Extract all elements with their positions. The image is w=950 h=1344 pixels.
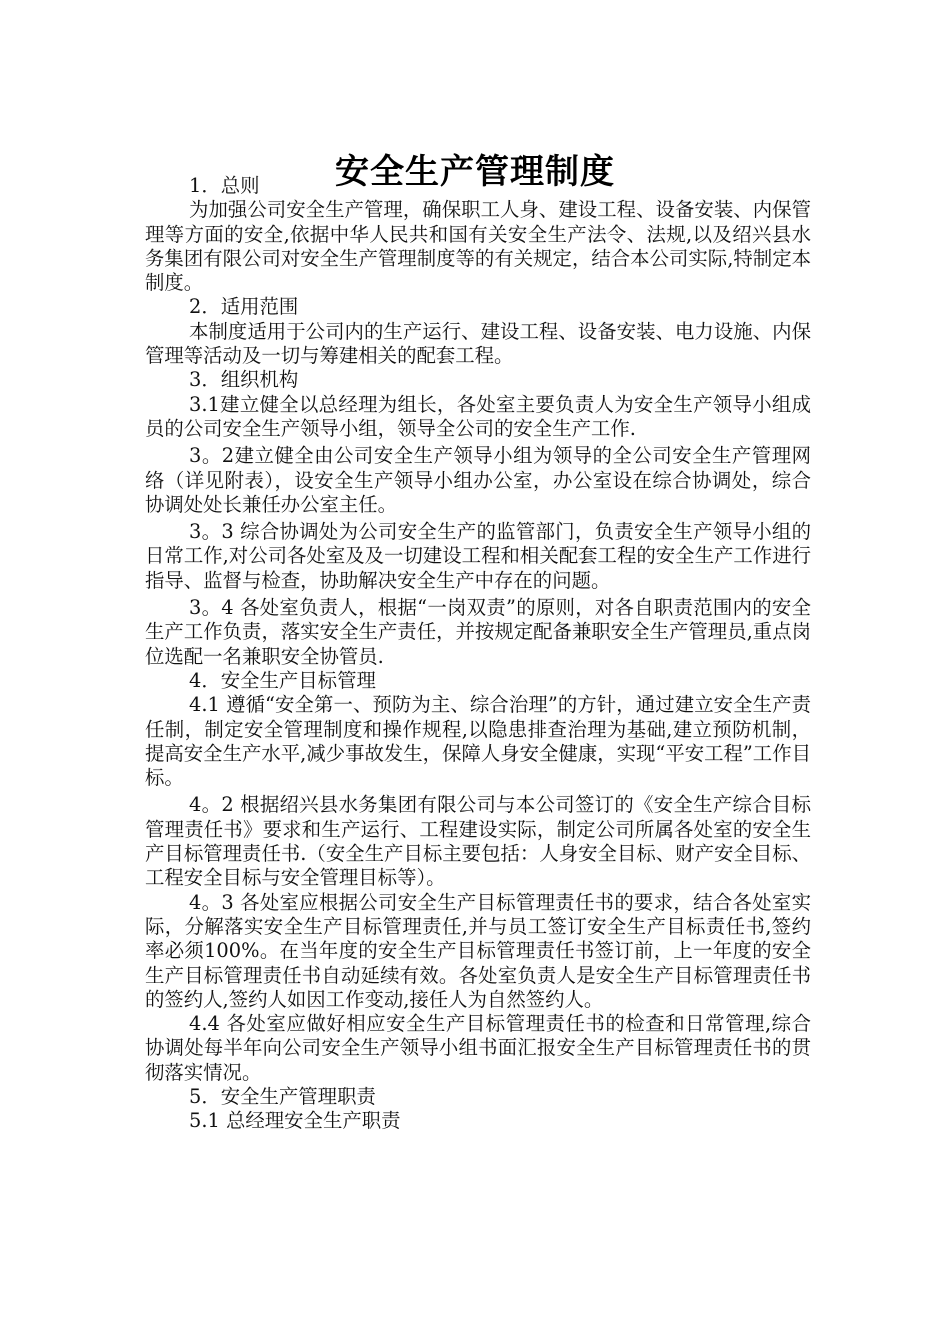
paragraph-5-1: 5.1 总经理安全生产职责 bbox=[189, 1109, 401, 1133]
document-title: 安全生产管理制度 bbox=[335, 151, 615, 192]
paragraph-3-2: 3。2建立健全由公司安全生产领导小组为领导的全公司安全生产管理网络（详见附表），设安全生产领导小组办公室，办公室设在综合协调处，综合协调处处长兼任办公室主任。 bbox=[145, 444, 811, 516]
section-heading-organization: 3．组织机构 bbox=[189, 368, 299, 392]
paragraph-4-3: 4。3 各处室应根据公司安全生产目标管理责任书的要求，结合各处室实际，分解落实安全生产目标管理责任,并与员工签订安全生产目标责任书,签约率必须100%。在当年度的安全生产目标管理责任书签订前，上一年度的安全生产目标管理责任书自动延续有效。各处室负责人是安全生产目标管理责任书的签约人,签约人如因工作变动,接任人为自然签约人。 bbox=[145, 890, 811, 1011]
paragraph-4-4: 4.4 各处室应做好相应安全生产目标管理责任书的检查和日常管理,综合协调处每半年向公司安全生产领导小组书面汇报安全生产目标管理责任书的贯彻落实情况。 bbox=[145, 1012, 811, 1084]
paragraph-4-1: 4.1 遵循“安全第一、预防为主、综合治理”的方针，通过建立安全生产责任制，制定安全管理制度和操作规程,以隐患排查治理为基础,建立预防机制，提高安全生产水平,减少事故发生，保障人身安全健康，实现“平安工程”工作目标。 bbox=[145, 693, 811, 790]
paragraph-scope: 本制度适用于公司内的生产运行、建设工程、设备安装、电力设施、内保管理等活动及一切与筹建相关的配套工程。 bbox=[145, 319, 811, 368]
section-heading-general: 1．总则 bbox=[189, 174, 260, 197]
paragraph-purpose: 为加强公司安全生产管理，确保职工人身、建设工程、设备安装、内保管理等方面的安全,依据中华人民共和国有关安全生产法令、法规,以及绍兴县水务集团有限公司对安全生产管理制度等的有关规定，结合本公司实际,特制定本制度。 bbox=[145, 198, 811, 295]
paragraph-3-4: 3。4 各处室负责人，根据“一岗双责”的原则，对各自职责范围内的安全生产工作负责，落实安全生产责任，并按规定配备兼职安全生产管理员,重点岗位选配一名兼职安全协管员. bbox=[145, 596, 811, 668]
document-body bbox=[145, 174, 811, 1134]
section-heading-duties: 5．安全生产管理职责 bbox=[189, 1084, 376, 1108]
paragraph-3-3: 3。3 综合协调处为公司安全生产的监管部门，负责安全生产领导小组的日常工作,对公司各处室及及一切建设工程和相关配套工程的安全生产工作进行指导、监督与检查，协助解决安全生产中存在的问题。 bbox=[145, 520, 811, 592]
paragraph-3-1: 3.1建立健全以总经理为组长，各处室主要负责人为安全生产领导小组成员的公司安全生产领导小组，领导全公司的安全生产工作. bbox=[145, 392, 811, 440]
paragraph-4-2: 4。2 根据绍兴县水务集团有限公司与本公司签订的《安全生产综合目标管理责任书》要求和生产运行、工程建设实际，制定公司所属各处室的安全生产目标管理责任书.（安全生产目标主要包括：人身安全目标、财产安全目标、工程安全目标与安全管理目标等）。 bbox=[145, 793, 811, 890]
section-heading-targets: 4．安全生产目标管理 bbox=[189, 668, 376, 692]
section-heading-scope: 2．适用范围 bbox=[189, 295, 299, 319]
